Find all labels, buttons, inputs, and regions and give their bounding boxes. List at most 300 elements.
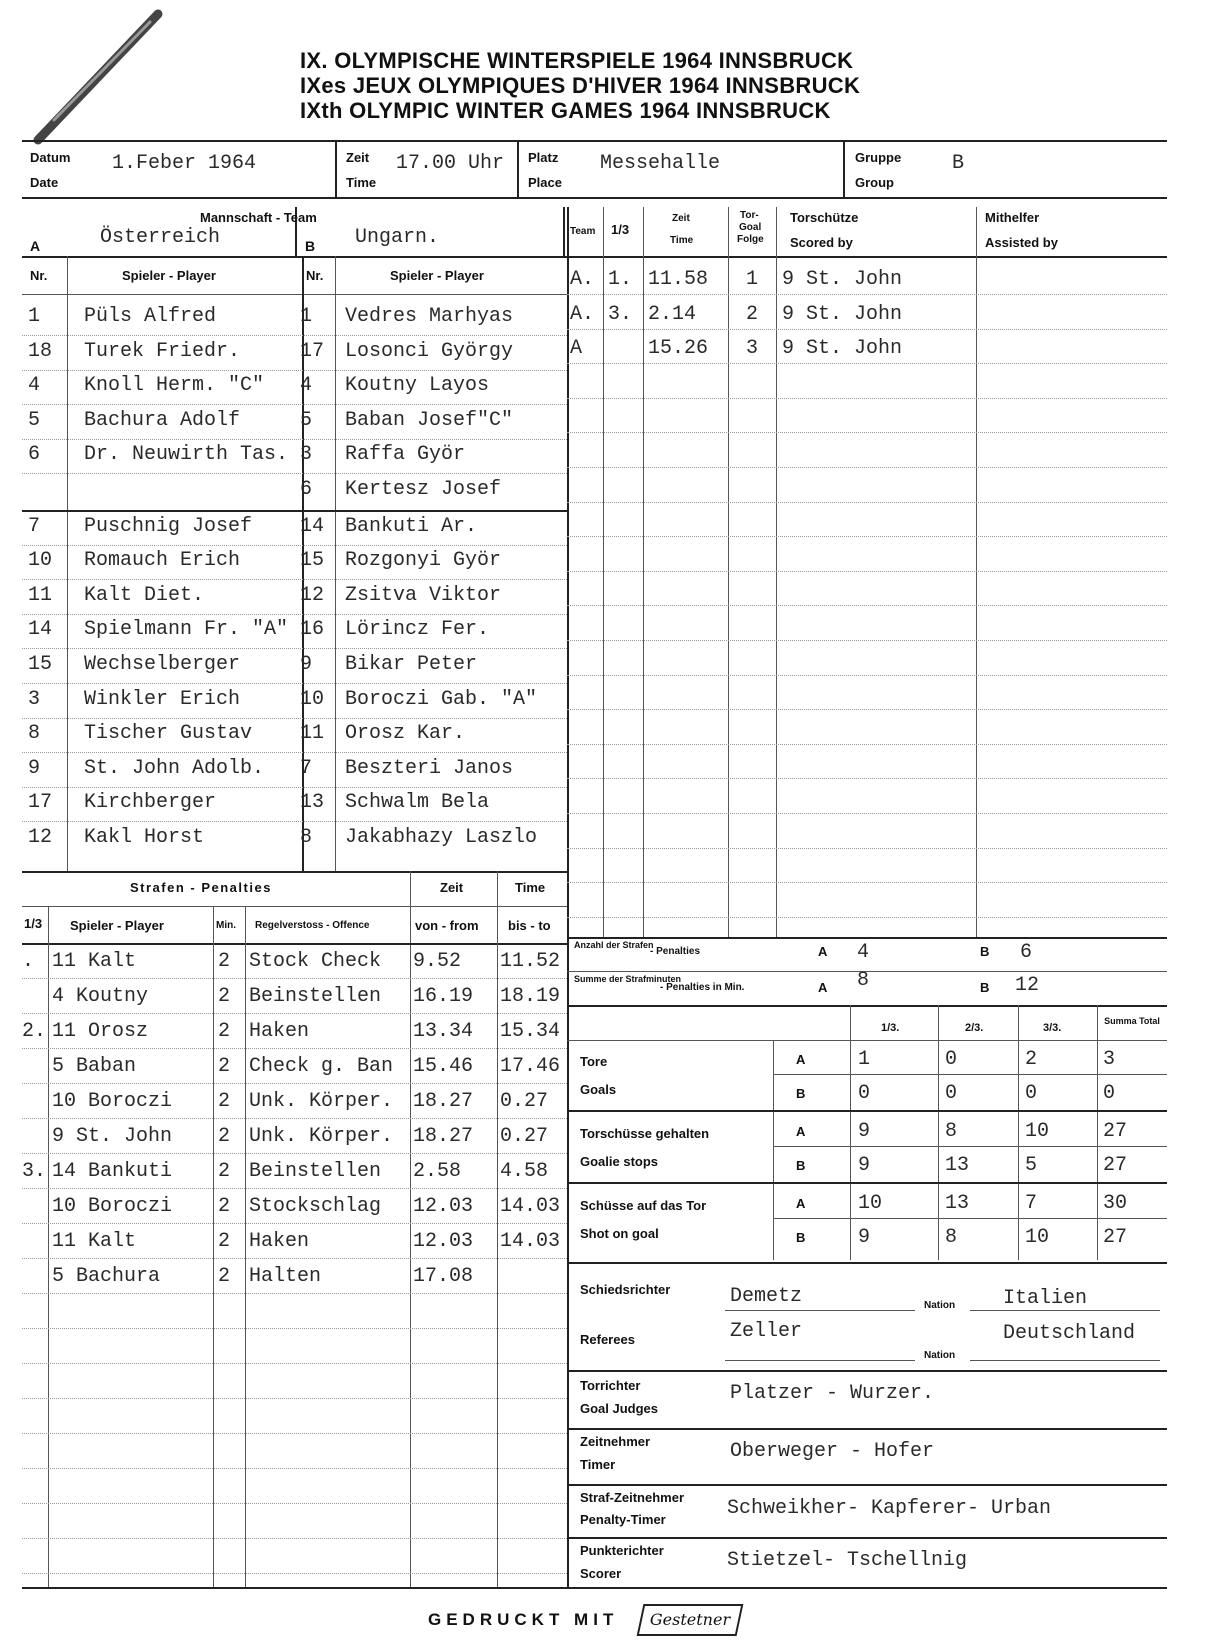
stat-b-letter: B: [796, 1158, 806, 1173]
penalties-min-header: Min.: [216, 920, 236, 931]
goals-row-rule: [567, 363, 1167, 364]
roster-b-player: Losonci György: [345, 339, 514, 363]
goals-row-rule: [567, 329, 1167, 330]
footer-printed-label: GEDRUCKT MIT: [428, 1610, 619, 1629]
goal-time: 2.14: [648, 303, 697, 326]
group-label-en: Group: [855, 175, 894, 190]
goals-row-rule: [567, 848, 1167, 849]
goals-time-header-de: Zeit: [672, 213, 690, 224]
roster-a-player: Dr. Neuwirth Tas.: [84, 443, 289, 467]
stat-label-de: Schüsse auf das Tor: [580, 1198, 707, 1213]
stat-b-value: 8: [945, 1226, 958, 1249]
roster-row-rule: [22, 335, 567, 336]
roster-a-player: Spielmann Fr. "A": [84, 618, 289, 642]
roster-b-player: Jakabhazy Laszlo: [345, 826, 538, 849]
penalty-from: 17.08: [413, 1265, 474, 1288]
stat-b-value: 0: [1025, 1082, 1038, 1105]
goals-row-rule: [567, 640, 1167, 641]
penalty-minutes-a-letter: A: [818, 980, 828, 995]
goals-row-rule: [567, 709, 1167, 710]
penalty-row-rule: [22, 1363, 567, 1364]
team-header-label: Mannschaft - Team: [200, 210, 317, 225]
roster-b-number: 6: [300, 478, 313, 501]
penalties-period-header: 1/3: [24, 916, 43, 931]
penalties-player-header: Spieler - Player: [70, 918, 164, 933]
penalties-title: Strafen - Penalties: [130, 880, 272, 895]
penalty-player: 9 St. John: [52, 1125, 173, 1148]
penalty-row-rule: [22, 1223, 567, 1224]
goals-row-rule: [567, 778, 1167, 779]
penalty-to: 17.46: [500, 1055, 561, 1078]
pen-stroke-mark: [18, 8, 168, 158]
roster-b-player: Boroczi Gab. "A": [345, 687, 538, 711]
referee-1-nation: Italien: [1003, 1287, 1088, 1310]
goals-row-rule: [567, 432, 1167, 433]
referee-2-name: Zeller: [730, 1320, 803, 1343]
stat-a-letter: A: [796, 1196, 806, 1211]
roster-a-player: Püls Alfred: [84, 305, 217, 328]
penalty-from: 18.27: [413, 1090, 474, 1113]
roster-a-player: Puschnig Josef: [84, 514, 253, 538]
penalty-row-rule: [22, 1328, 567, 1329]
goals-row-rule: [567, 502, 1167, 503]
penalty-minutes-a: 8: [857, 969, 870, 992]
stat-a-value: 8: [945, 1120, 958, 1143]
roster-b-number: 4: [300, 374, 313, 398]
penalties-zeit-header: Zeit: [440, 880, 464, 895]
stat-b-value: 0: [858, 1082, 871, 1105]
roster-a-number: 9: [28, 756, 41, 780]
roster-a-player: Wechselberger: [84, 653, 241, 676]
gestetner-logo: [637, 1604, 744, 1636]
stat-label-en: Shot on goal: [580, 1226, 659, 1241]
penalty-to: 18.19: [500, 985, 561, 1008]
penalty-row-rule: [22, 1013, 567, 1014]
penalty-minutes: 2: [218, 985, 231, 1008]
place-label-en: Place: [528, 175, 562, 190]
penalty-offence: Halten: [249, 1265, 322, 1288]
roster-b-number: 15: [300, 549, 325, 573]
goals-scorer-header-de: Torschütze: [790, 210, 859, 225]
stats-header-p1: 1/3.: [881, 1022, 900, 1034]
goal-judges-names: Platzer - Wurzer.: [730, 1382, 935, 1405]
roster-a-number: 4: [28, 374, 41, 398]
referee-2-nation: Deutschland: [1003, 1322, 1136, 1345]
roster-b-player: Orosz Kar.: [345, 722, 466, 746]
penalty-to: 4.58: [500, 1160, 549, 1183]
roster-b-player: Raffa Györ: [345, 443, 466, 467]
stat-a-letter: A: [796, 1124, 806, 1139]
stat-b-value: 9: [858, 1226, 871, 1249]
penalty-row-rule: [22, 1188, 567, 1189]
stat-b-value: 0: [945, 1082, 958, 1105]
stat-a-letter: A: [796, 1052, 806, 1067]
roster-a-player-header: Spieler - Player: [122, 268, 216, 283]
stat-row-divider: [773, 1146, 1167, 1147]
penalty-row-rule: [22, 1398, 567, 1399]
roster-b-player: Lörincz Fer.: [345, 618, 490, 642]
referee-1-nation-label: Nation: [924, 1300, 956, 1311]
goal-team: A.: [570, 303, 595, 326]
roster-b-player: Schwalm Bela: [345, 791, 490, 815]
roster-row-rule: [22, 718, 567, 719]
place-value: Messehalle: [600, 152, 721, 175]
penalty-from: 18.27: [413, 1125, 474, 1148]
roster-row-rule: [22, 614, 567, 615]
place-label-de: Platz: [528, 150, 559, 165]
penalty-timer-label-en: Penalty-Timer: [580, 1512, 666, 1527]
roster-a-player: Bachura Adolf: [84, 408, 241, 432]
penalty-to: 15.34: [500, 1020, 561, 1043]
penalty-player: 4 Koutny: [52, 985, 149, 1008]
roster-b-player: Bankuti Ar.: [345, 514, 478, 538]
penalty-count-b-letter: B: [980, 944, 990, 959]
referee-2-nation-label: Nation: [924, 1350, 956, 1361]
penalty-to: 11.52: [500, 950, 561, 973]
penalty-minutes: 2: [218, 1090, 231, 1113]
roster-row-rule: [22, 473, 567, 474]
timer-names: Oberweger - Hofer: [730, 1440, 935, 1463]
penalty-player: 5 Baban: [52, 1055, 137, 1078]
stat-a-value: 9: [858, 1120, 871, 1143]
penalty-offence: Stockschlag: [249, 1195, 382, 1218]
date-label-en: Date: [30, 175, 59, 190]
roster-row-rule: [22, 683, 567, 684]
penalty-from: 13.34: [413, 1020, 474, 1043]
roster-a-number: 15: [28, 653, 53, 676]
penalties-to-header: bis - to: [508, 918, 551, 933]
referee-1-name: Demetz: [730, 1285, 803, 1308]
penalty-period: .: [22, 950, 35, 973]
penalties-offence-header: Regelverstoss - Offence: [255, 920, 370, 931]
roster-a-nr-header: Nr.: [30, 268, 48, 283]
penalty-row-rule: [22, 1258, 567, 1259]
scorer-label-en: Scorer: [580, 1566, 622, 1581]
date-label-de: Datum: [30, 150, 71, 165]
roster-b-player: Beszteri Janos: [345, 756, 514, 780]
roster-row-rule: [22, 752, 567, 753]
roster-a-player: Turek Friedr.: [84, 339, 241, 363]
penalty-count-label-en: - Penalties: [650, 946, 701, 957]
penalty-minutes: 2: [218, 1020, 231, 1043]
penalty-minutes: 2: [218, 1195, 231, 1218]
goals-scorer-header-en: Scored by: [790, 235, 853, 250]
stat-a-value: 2: [1025, 1048, 1038, 1071]
roster-b-nr-header: Nr.: [306, 268, 324, 283]
stat-a-value: 0: [945, 1048, 958, 1071]
penalty-offence: Stock Check: [249, 950, 382, 973]
roster-b-number: 11: [300, 722, 325, 746]
penalty-minutes-b: 12: [1015, 974, 1040, 997]
stat-b-value: 5: [1025, 1154, 1038, 1177]
goal-sequence: 2: [746, 303, 759, 326]
roster-a-number: 18: [28, 339, 53, 363]
roster-b-number: 7: [300, 756, 313, 780]
penalty-player: 5 Bachura: [52, 1265, 161, 1288]
roster-a-number: 17: [28, 791, 53, 815]
penalty-to: 14.03: [500, 1195, 561, 1218]
goals-seq-header-3: Folge: [737, 234, 764, 245]
goal-sequence: 3: [746, 337, 759, 360]
penalty-row-rule: [22, 1118, 567, 1119]
goals-row-rule: [567, 882, 1167, 883]
stat-a-value: 10: [1025, 1120, 1050, 1143]
roster-a-number: 3: [28, 687, 41, 711]
goals-row-rule: [567, 813, 1167, 814]
penalty-player: 11 Orosz: [52, 1020, 149, 1043]
penalty-period: 3.: [22, 1160, 47, 1183]
penalty-player: 11 Kalt: [52, 950, 137, 973]
stat-label-en: Goals: [580, 1082, 617, 1097]
team-b-letter: B: [305, 238, 316, 254]
goals-row-rule: [567, 398, 1167, 399]
penalty-row-rule: [22, 978, 567, 979]
goals-row-rule: [567, 467, 1167, 468]
stat-b-value: 27: [1103, 1154, 1128, 1177]
penalty-row-rule: [22, 1573, 567, 1574]
penalty-minutes-label-de: Summe der Strafminuten: [574, 974, 682, 984]
goals-row-rule: [567, 744, 1167, 745]
goal-team: A: [570, 337, 583, 360]
goal-team: A.: [570, 268, 595, 291]
penalty-row-rule: [22, 1503, 567, 1504]
penalty-from: 12.03: [413, 1230, 474, 1253]
stat-b-letter: B: [796, 1086, 806, 1101]
goal-period: 1.: [608, 268, 633, 291]
stat-row-divider: [773, 1218, 1167, 1219]
goals-row-rule: [567, 605, 1167, 606]
penalty-from: 2.58: [413, 1160, 462, 1183]
stat-a-value: 3: [1103, 1048, 1116, 1071]
stat-b-value: 27: [1103, 1226, 1128, 1249]
roster-b-player: Bikar Peter: [345, 653, 478, 676]
roster-b-number: 17: [300, 339, 325, 363]
penalty-to: 14.03: [500, 1230, 561, 1253]
stat-block-rule: [567, 1110, 1167, 1112]
penalty-from: 16.19: [413, 985, 474, 1008]
roster-a-number: 1: [28, 305, 41, 328]
roster-b-player: Vedres Marhyas: [345, 305, 514, 328]
roster-row-rule: [22, 579, 567, 580]
roster-a-number: 8: [28, 722, 41, 746]
goal-period: 3.: [608, 303, 633, 326]
roster-a-player: Kalt Diet.: [84, 583, 205, 607]
stat-label-en: Goalie stops: [580, 1154, 659, 1169]
roster-b-player: Baban Josef"C": [345, 408, 514, 432]
penalty-offence: Unk. Körper.: [249, 1090, 394, 1113]
penalty-minutes: 2: [218, 1055, 231, 1078]
gestetner-logo-text: Gestetner: [649, 1610, 731, 1629]
title-line-1: IX. OLYMPISCHE WINTERSPIELE 1964 INNSBRUCK: [300, 48, 854, 73]
roster-a-number: 6: [28, 443, 41, 467]
goal-scorer: 9 St. John: [782, 268, 903, 291]
stat-b-value: 13: [945, 1154, 970, 1177]
roster-row-rule: [22, 821, 567, 822]
stat-a-value: 10: [858, 1192, 883, 1215]
penalty-to: 0.27: [500, 1125, 549, 1148]
stat-b-value: 9: [858, 1154, 871, 1177]
roster-b-number: 13: [300, 791, 325, 815]
stat-label-de: Tore: [580, 1054, 608, 1069]
penalty-offence: Haken: [249, 1020, 310, 1043]
penalty-minutes: 2: [218, 950, 231, 973]
roster-b-number: 5: [300, 408, 313, 432]
penalty-count-label-de: Anzahl der Strafen: [574, 940, 654, 950]
goal-time: 15.26: [648, 337, 709, 360]
goal-scorer: 9 St. John: [782, 303, 903, 326]
penalty-count-b: 6: [1020, 941, 1033, 964]
goals-assist-header-de: Mithelfer: [985, 210, 1040, 225]
roster-b-number: 3: [300, 443, 313, 467]
penalty-row-rule: [22, 1433, 567, 1434]
penalty-count-a-letter: A: [818, 944, 828, 959]
stat-b-value: 0: [1103, 1082, 1116, 1105]
goals-row-rule: [567, 536, 1167, 537]
team-b-name: Ungarn.: [355, 226, 440, 249]
roster-b-number: 1: [300, 305, 313, 328]
roster-a-number: 5: [28, 408, 41, 432]
goal-sequence: 1: [746, 268, 759, 291]
penalty-row-rule: [22, 1048, 567, 1049]
stat-a-value: 13: [945, 1192, 970, 1215]
goals-row-rule: [567, 294, 1167, 295]
stats-header-p3: 3/3.: [1043, 1022, 1062, 1034]
roster-a-player: Romauch Erich: [84, 549, 241, 573]
group-label-de: Gruppe: [855, 150, 902, 165]
stat-b-letter: B: [796, 1230, 806, 1245]
penalty-offence: Beinstellen: [249, 1160, 382, 1183]
roster-row-rule: [22, 439, 567, 440]
roster-b-player: Kertesz Josef: [345, 478, 502, 501]
penalties-from-header: von - from: [415, 918, 479, 933]
scorer-names: Stietzel- Tschellnig: [727, 1549, 968, 1572]
roster-b-number: 9: [300, 653, 313, 676]
roster-b-player: Zsitva Viktor: [345, 583, 502, 607]
penalty-minutes-label-en: - Penalties in Min.: [660, 982, 745, 993]
roster-b-player: Koutny Layos: [345, 374, 490, 398]
penalty-timer-label-de: Straf-Zeitnehmer: [580, 1490, 685, 1505]
roster-a-player: Knoll Herm. "C": [84, 374, 265, 398]
goals-time-header-en: Time: [670, 235, 694, 246]
goals-team-header: Team: [570, 226, 596, 237]
stat-a-value: 27: [1103, 1120, 1128, 1143]
roster-b-player: Rozgonyi Györ: [345, 549, 502, 573]
penalty-player: 11 Kalt: [52, 1230, 137, 1253]
time-value: 17.00 Uhr: [396, 152, 505, 175]
penalty-row-rule: [22, 1468, 567, 1469]
scorer-label-de: Punkterichter: [580, 1543, 664, 1558]
penalty-row-rule: [22, 1153, 567, 1154]
stat-b-value: 10: [1025, 1226, 1050, 1249]
time-label-de: Zeit: [346, 150, 370, 165]
roster-b-number: 8: [300, 826, 313, 849]
penalty-period: 2.: [22, 1020, 47, 1043]
team-a-name: Österreich: [100, 226, 221, 249]
time-label-en: Time: [346, 175, 377, 190]
penalty-minutes: 2: [218, 1160, 231, 1183]
roster-b-number: 14: [300, 514, 325, 538]
roster-a-player: Kirchberger: [84, 791, 217, 815]
title-line-2: IXes JEUX OLYMPIQUES D'HIVER 1964 INNSBRUCK: [300, 73, 861, 98]
roster-a-number: 11: [28, 583, 53, 607]
goals-row-rule: [567, 571, 1167, 572]
penalty-minutes: 2: [218, 1230, 231, 1253]
penalty-player: 10 Boroczi: [52, 1195, 173, 1218]
stat-block-rule: [567, 1182, 1167, 1184]
penalty-offence: Check g. Ban: [249, 1055, 394, 1078]
penalty-row-rule: [22, 1083, 567, 1084]
goals-row-rule: [567, 675, 1167, 676]
stat-row-divider: [773, 1074, 1167, 1075]
goals-period-header: 1/3: [611, 222, 630, 237]
roster-b-number: 16: [300, 618, 325, 642]
penalty-offence: Beinstellen: [249, 985, 382, 1008]
penalty-minutes: 2: [218, 1265, 231, 1288]
roster-row-rule: [22, 787, 567, 788]
goal-time: 11.58: [648, 268, 709, 291]
roster-a-player: St. John Adolb.: [84, 756, 265, 780]
roster-a-player: Kakl Horst: [84, 826, 205, 849]
penalty-player: 10 Boroczi: [52, 1090, 173, 1113]
goals-assist-header-en: Assisted by: [985, 235, 1058, 250]
penalty-timer-names: Schweikher- Kapferer- Urban: [727, 1497, 1052, 1520]
referees-label-de: Schiedsrichter: [580, 1282, 671, 1297]
goal-scorer: 9 St. John: [782, 337, 903, 360]
goals-row-rule: [567, 917, 1167, 918]
roster-a-player: Tischer Gustav: [84, 722, 253, 746]
penalty-from: 15.46: [413, 1055, 474, 1078]
roster-b-number: 12: [300, 583, 325, 607]
penalty-row-rule: [22, 1293, 567, 1294]
title-line-3: IXth OLYMPIC WINTER GAMES 1964 INNSBRUCK: [300, 98, 831, 123]
goals-seq-header-1: Tor-: [740, 210, 759, 221]
penalty-offence: Haken: [249, 1230, 310, 1253]
roster-row-rule: [22, 404, 567, 405]
roster-row-rule: [22, 370, 567, 371]
stat-a-value: 30: [1103, 1192, 1128, 1215]
stat-label-de: Torschüsse gehalten: [580, 1126, 710, 1141]
penalty-from: 9.52: [413, 950, 462, 973]
penalty-offence: Unk. Körper.: [249, 1125, 394, 1148]
penalty-player: 14 Bankuti: [52, 1160, 173, 1183]
stat-a-value: 7: [1025, 1192, 1038, 1215]
group-value: B: [952, 152, 965, 175]
roster-row-rule: [22, 545, 567, 546]
timer-label-en: Timer: [580, 1457, 616, 1472]
referees-label-en: Referees: [580, 1332, 635, 1347]
penalties-time-header: Time: [515, 880, 546, 895]
roster-row-rule: [22, 648, 567, 649]
penalty-to: 0.27: [500, 1090, 549, 1113]
stats-header-total: Summa Total: [1104, 1016, 1160, 1026]
roster-a-number: 14: [28, 618, 53, 642]
penalty-minutes-b-letter: B: [980, 980, 990, 995]
penalty-minutes: 2: [218, 1125, 231, 1148]
goals-seq-header-2: Goal: [739, 222, 762, 233]
penalty-row-rule: [22, 1538, 567, 1539]
penalty-from: 12.03: [413, 1195, 474, 1218]
timer-label-de: Zeitnehmer: [580, 1434, 651, 1449]
goal-judges-label-en: Goal Judges: [580, 1401, 659, 1416]
date-value: 1.Feber 1964: [112, 152, 257, 175]
roster-a-number: 7: [28, 514, 41, 538]
roster-a-number: 10: [28, 549, 53, 573]
roster-a-number: 12: [28, 826, 53, 849]
stat-a-value: 1: [858, 1048, 871, 1071]
goal-judges-label-de: Torrichter: [580, 1378, 641, 1393]
stats-header-p2: 2/3.: [965, 1022, 984, 1034]
roster-b-player-header: Spieler - Player: [390, 268, 484, 283]
